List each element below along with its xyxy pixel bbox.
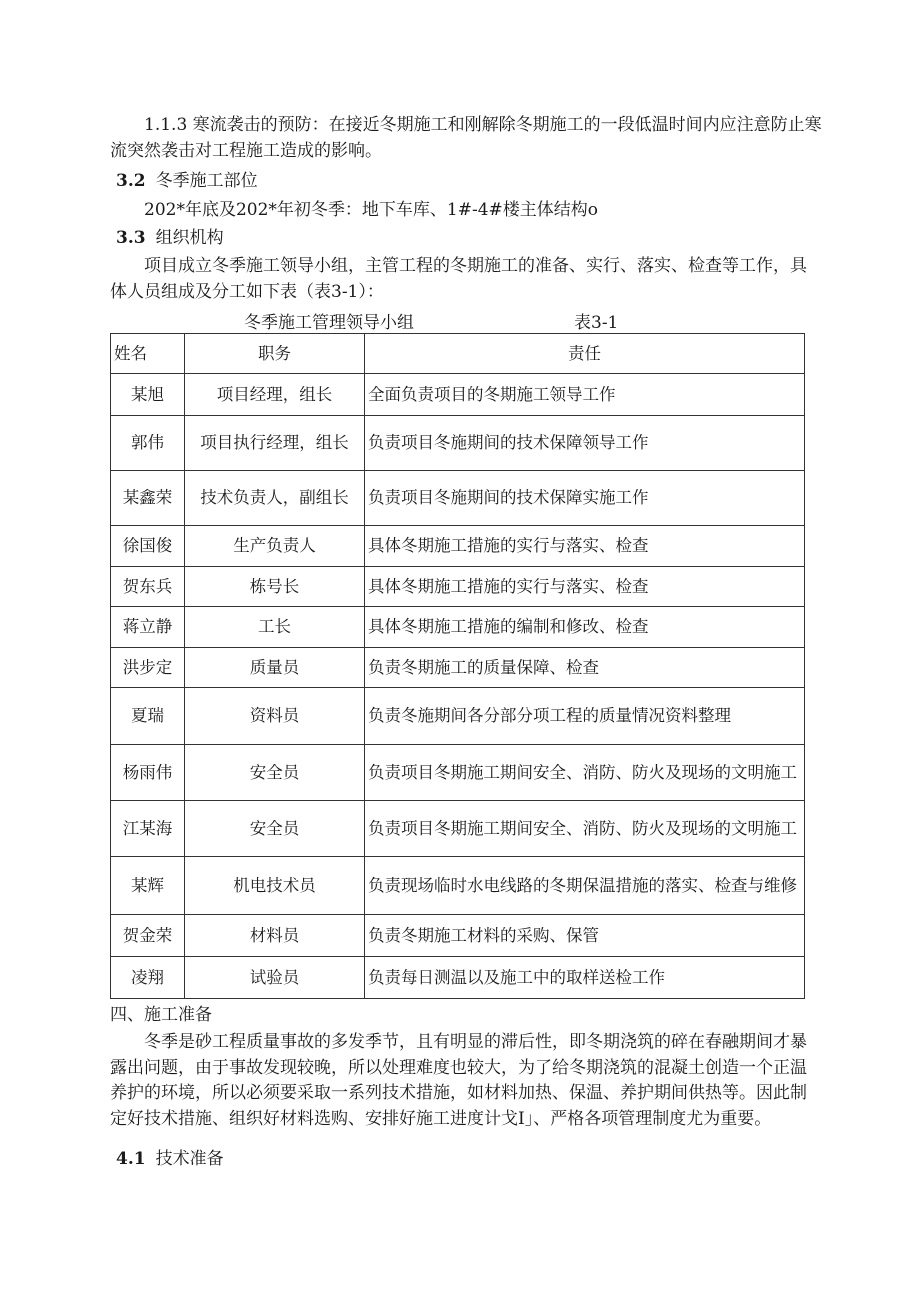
cell-name: 凌翔	[111, 957, 185, 999]
cell-duty: 负责冬施期间各分部分项工程的质量情况资料整理	[365, 688, 805, 745]
heading-3-3	[116, 226, 224, 252]
cell-role: 安全员	[185, 745, 365, 801]
cell-duty: 负责冬期施工的质量保障、检查	[365, 648, 805, 688]
cell-name: 洪步定	[111, 648, 185, 688]
cell-role: 项目执行经理，组长	[185, 416, 365, 471]
heading-4-1	[116, 1147, 224, 1173]
heading-number: 4.1	[116, 1149, 146, 1169]
cell-role: 材料员	[185, 915, 365, 957]
cell-name: 贺金荣	[111, 915, 185, 957]
table-row	[111, 801, 805, 857]
table-row	[111, 607, 805, 648]
cell-role: 安全员	[185, 801, 365, 857]
table-caption	[110, 311, 822, 333]
cell-role: 试验员	[185, 957, 365, 999]
cell-duty: 负责项目冬期施工期间安全、消防、防火及现场的文明施工	[365, 801, 805, 857]
cell-role: 机电技术员	[185, 857, 365, 915]
cell-duty: 负责项目冬施期间的技术保障领导工作	[365, 416, 805, 471]
table-row	[111, 957, 805, 999]
heading-3-2	[116, 169, 258, 195]
header-role: 职务	[185, 334, 365, 374]
cell-duty: 具体冬期施工措施的实行与落实、检查	[365, 526, 805, 567]
leadership-table	[110, 333, 805, 999]
table-caption-title: 冬季施工管理领导小组	[244, 313, 414, 333]
cell-duty: 负责冬期施工材料的采购、保管	[365, 915, 805, 957]
cell-name: 郭伟	[111, 416, 185, 471]
table-row	[111, 648, 805, 688]
header-duty: 责任	[365, 334, 805, 374]
cell-duty: 全面负责项目的冬期施工领导工作	[365, 374, 805, 416]
cell-duty: 负责项目冬期施工期间安全、消防、防火及现场的文明施工	[365, 745, 805, 801]
cell-name: 蒋立静	[111, 607, 185, 648]
table-row	[111, 915, 805, 957]
heading-title: 冬季施工部位	[155, 171, 258, 191]
heading-title: 技术准备	[155, 1149, 224, 1169]
cell-duty: 具体冬期施工措施的实行与落实、检查	[365, 567, 805, 607]
table-row	[111, 374, 805, 416]
table-row	[111, 745, 805, 801]
table-caption-number: 表3-1	[574, 313, 619, 333]
cell-duty: 负责现场临时水电线路的冬期保温措施的落实、检查与维修	[365, 857, 805, 915]
table-header-row	[111, 334, 805, 374]
heading-title: 组织机构	[155, 228, 224, 248]
cell-name: 贺东兵	[111, 567, 185, 607]
cell-name: 某旭	[111, 374, 185, 416]
paragraph-section-4: 冬季是砂工程质量事故的多发季节，且有明显的滞后性，即冬期浇筑的碎在春融期间才暴露出问题，由于事故发现较晚，所以处理难度也较大，为了给冬期浇筑的混凝土创造一个正温养护的环境，所以必须要采取一系列技术措施，如材料加热、保温、养护期间供热等。因此制定好技术措施、组织好材料选购、安排好施工进度计戈I」、严格各项管理制度尤为重要。	[110, 1032, 807, 1129]
cell-role: 资料员	[185, 688, 365, 745]
cell-role: 质量员	[185, 648, 365, 688]
paragraph-3-2: 202*年底及202*年初冬季：地下车库、1#-4#楼主体结构o	[144, 200, 598, 220]
header-name: 姓名	[111, 334, 185, 374]
table-row	[111, 416, 805, 471]
cell-role: 项目经理，组长	[185, 374, 365, 416]
cell-role: 栋号长	[185, 567, 365, 607]
cell-name: 江某海	[111, 801, 185, 857]
table-row	[111, 857, 805, 915]
heading-section-4: 四、施工准备	[110, 1005, 212, 1025]
cell-name: 某鑫荣	[111, 471, 185, 526]
paragraph-1-1-3: 1.1.3 寒流袭击的预防：在接近冬期施工和刚解除冬期施工的一段低温时间内应注意防止寒流突然袭击对工程施工造成的影响。	[110, 115, 822, 161]
cell-name: 徐国俊	[111, 526, 185, 567]
cell-duty: 具体冬期施工措施的编制和修改、检查	[365, 607, 805, 648]
cell-name: 夏瑞	[111, 688, 185, 745]
table-row	[111, 471, 805, 526]
paragraph-3-3: 项目成立冬季施工领导小组，主管工程的冬期施工的准备、实行、落实、检查等工作，具体人员组成及分工如下表（表3-1）：	[110, 256, 807, 302]
table-row	[111, 567, 805, 607]
cell-duty: 负责项目冬施期间的技术保障实施工作	[365, 471, 805, 526]
table-row	[111, 526, 805, 567]
cell-role: 技术负责人，副组长	[185, 471, 365, 526]
table-row	[111, 688, 805, 745]
cell-name: 某辉	[111, 857, 185, 915]
cell-role: 工长	[185, 607, 365, 648]
cell-duty: 负责每日测温以及施工中的取样送检工作	[365, 957, 805, 999]
heading-number: 3.3	[116, 228, 146, 248]
cell-role: 生产负责人	[185, 526, 365, 567]
cell-name: 杨雨伟	[111, 745, 185, 801]
heading-number: 3.2	[116, 171, 146, 191]
